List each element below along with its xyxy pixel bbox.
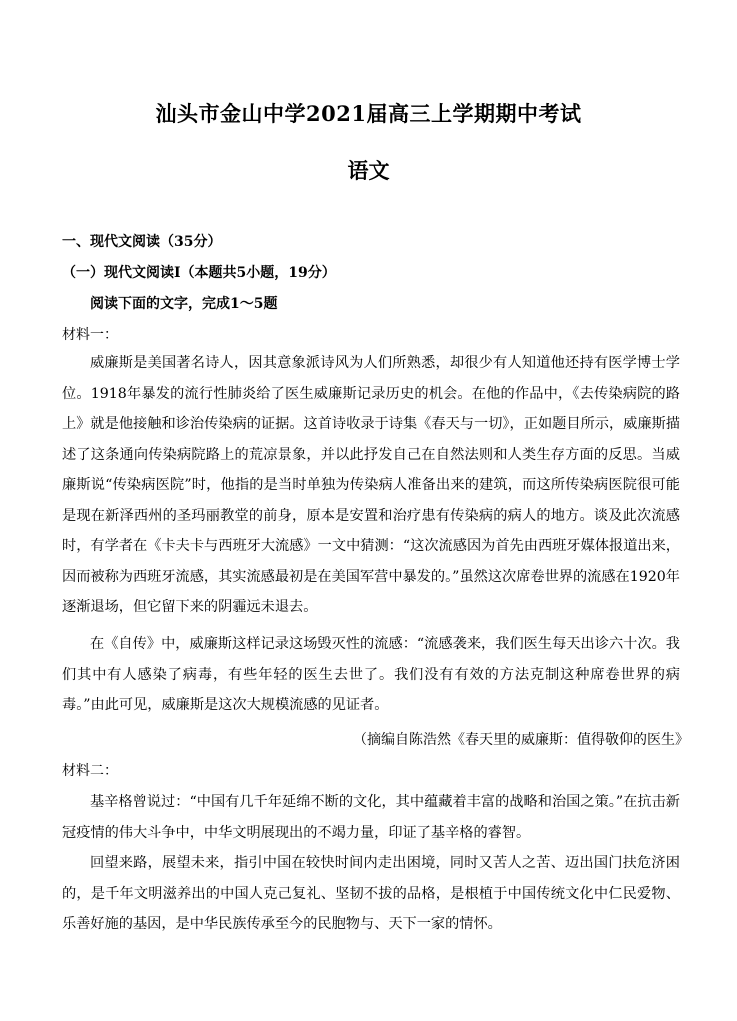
reading-instruction: 阅读下面的文字，完成1～5题 (90, 296, 278, 312)
subject-title: 语文 (347, 158, 390, 183)
material-2-label: 材料二： (62, 763, 118, 779)
material-2-paragraph-1: 基辛格曾说过：“中国有几千年延绵不断的文化，其中蕴藏着丰富的战略和治国之策。”在抗击新冠疫情的伟大斗争中，中华文明展现出的不竭力量，印证了基辛格的睿智。 (62, 794, 680, 841)
exam-title: 汕头市金山中学2021届高三上学期期中考试 (155, 101, 582, 126)
material-1-source: （摘编自陈浩然《春天里的威廉斯：值得敬仰的医生》 (353, 732, 689, 748)
material-1-label: 材料一： (62, 327, 118, 343)
section-heading: 一、现代文阅读（35分） (62, 234, 222, 250)
material-1-paragraph-2: 在《自传》中，威廉斯这样记录这场毁灭性的流感：“流感袭来，我们医生每天出诊六十次。我们其中有人感染了病毒，有些年轻的医生去世了。我们没有有效的方法克制这种席卷世界的病毒。”由此可见，威廉斯是这次大规模流感的见证者。 (62, 636, 680, 713)
material-1-paragraph-1: 威廉斯是美国著名诗人，因其意象派诗风为人们所熟悉，却很少有人知道他还持有医学博士学位。1918年暴发的流行性肺炎给了医生威廉斯记录历史的机会。在他的作品中，《去传染病院的路上》就是他接触和诊治传染病的证据。这首诗收录于诗集《春天与一切》，正如题目所示，威廉斯描述了这条通向传染病院路上的荒凉景象，并以此抒发自己在自然法则和人类生存方面的反思。当威廉斯说“传染病医院”时，他指的是当时单独为传染病人准备出来的建筑，而这所传染病医院很可能是现在新泽西州的圣玛丽教堂的前身，原本是安置和治疗患有传染病的病人的地方。谈及此次流感时，有学者在《卡夫卡与西班牙大流感》一文中猜测：“这次流感因为首先由西班牙媒体报道出来，因而被称为西班牙流感，其实流感最初是在美国军营中暴发的。”虽然这次席卷世界的流感在1920年逐渐退场，但它留下来的阴霾远未退去。 (62, 355, 680, 615)
material-2-paragraph-2: 回望来路，展望未来，指引中国在较快时间内走出困境，同时又苦人之苦、迈出国门扶危济困的，是千年文明滋养出的中国人克己复礼、坚韧不拔的品格，是根植于中国传统文化中仁民爱物、乐善好施的基因，是中华民族传承至今的民胞物与、天下一家的情怀。 (62, 855, 680, 932)
section-subheading: （一）现代文阅读Ⅰ（本题共5小题，19分） (62, 265, 336, 281)
